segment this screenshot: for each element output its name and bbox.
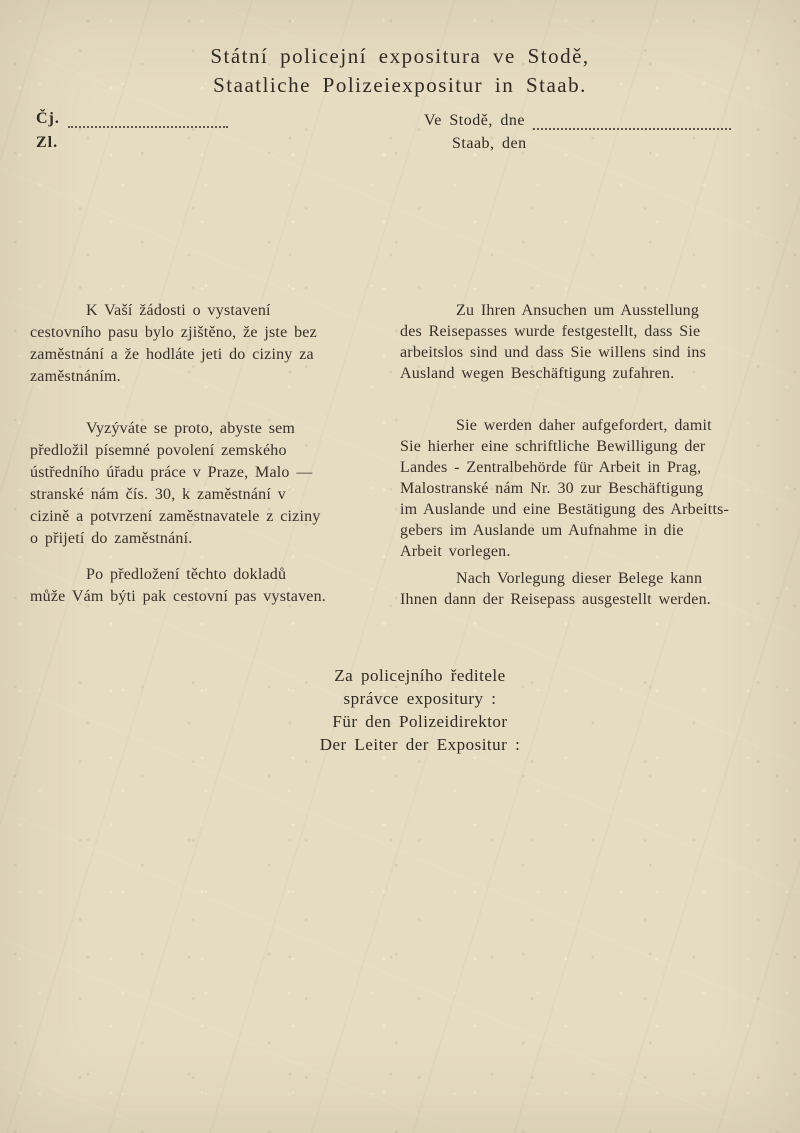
letterhead-title-german: Staatliche Polizeiexpositur in Staab. (213, 73, 587, 97)
dateline-block (424, 112, 731, 153)
text-line: Vyzýváte se proto, abyste sem (86, 420, 296, 437)
text-line: může Vám býti pak cestovní pas vystaven. (30, 588, 326, 605)
czech-paragraph-1 (30, 300, 392, 388)
reference-number-label-german: Zl. (36, 134, 59, 151)
text-line: zaměstnáním. (30, 368, 121, 385)
german-column (400, 300, 778, 610)
signature-block (40, 664, 800, 756)
letterhead (0, 42, 800, 100)
text-line: předložil písemné povolení zemského (30, 442, 287, 459)
text-line: cestovního pasu bylo zjištěno, že jste bez (30, 324, 317, 341)
text-line: Po předložení těchto dokladů (86, 566, 287, 583)
czech-column (30, 300, 392, 608)
text-line: Ausland wegen Beschäftigung zufahren. (400, 365, 675, 382)
signature-line: Der Leiter der Expositur : (319, 735, 521, 754)
czech-paragraph-2 (30, 418, 392, 550)
text-line: zaměstnání a že hodláte jeti do ciziny za (30, 346, 314, 363)
text-line: Zu Ihren Ansuchen um Ausstellung (456, 302, 700, 319)
text-line: gebers im Auslande um Aufnahme in die (400, 522, 684, 539)
czech-paragraph-3 (30, 564, 392, 608)
german-paragraph-1 (400, 300, 778, 384)
text-line: Malostranské nám Nr. 30 zur Beschäftigung (400, 480, 704, 497)
signature-line: správce expositury : (343, 689, 497, 708)
reference-number-label-czech: Čj. (36, 110, 60, 127)
text-line: cizině a potvrzení zaměstnavatele z ciziny (30, 508, 321, 525)
text-line: Arbeit vorlegen. (400, 543, 511, 560)
reference-number-dotted-line (68, 112, 228, 128)
text-line: ústředního úřadu práce v Praze, Malo — (30, 464, 313, 481)
text-line: Landes - Zentralbehörde für Arbeit in Prag, (400, 459, 702, 476)
text-line: Ihnen dann der Reisepass ausgestellt werden. (400, 591, 711, 608)
text-line: Nach Vorlegung dieser Belege kann (456, 570, 703, 587)
signature-line: Za policejního ředitele (334, 666, 506, 685)
dateline-german: Staab, den (452, 135, 527, 152)
text-line: arbeitslos sind und dass Sie willens sind ins (400, 344, 707, 361)
text-line: des Reisepasses wurde festgestellt, dass Sie (400, 323, 701, 340)
text-line: o přijetí do zaměstnání. (30, 530, 193, 547)
text-line: stranské nám čís. 30, k zaměstnání v (30, 486, 286, 503)
dateline-czech: Ve Stodě, dne (424, 112, 525, 129)
reference-number-block (36, 110, 228, 152)
german-paragraph-3 (400, 568, 778, 610)
text-line: Sie werden daher aufgefordert, damit (456, 417, 712, 434)
signature-line: Für den Polizeidirektor (332, 712, 508, 731)
german-paragraph-2 (400, 415, 778, 562)
date-dotted-line (533, 114, 731, 130)
text-line: Sie hierher eine schriftliche Bewilligung der (400, 438, 706, 455)
letterhead-title-czech: Státní policejní expositura ve Stodě, (210, 44, 590, 68)
text-line: im Auslande und eine Bestätigung des Arbeitts- (400, 501, 730, 518)
text-line: K Vaší žádosti o vystavení (86, 302, 271, 319)
